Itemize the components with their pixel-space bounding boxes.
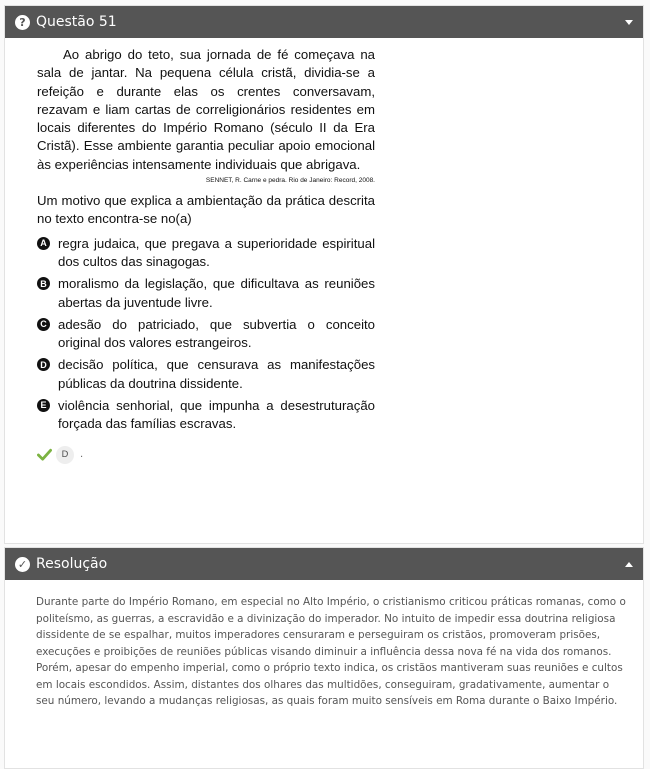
options-list	[37, 235, 375, 434]
option-letter-badge: A	[37, 237, 50, 250]
passage-text: Ao abrigo do teto, sua jornada de fé começava na sala de jantar. Na pequena célula cristã, dividia-se a refeição e durante elas os crentes conversavam, rezavam e liam cartas de correligionários residentes em locais diferentes do Império Romano (século II da Era Cristã). Esse ambiente garantia peculiar apoio emocional às experiências intensamente individuais que abrigava.	[37, 47, 375, 172]
question-body	[5, 38, 643, 466]
resolution-panel	[4, 547, 644, 769]
resolution-header[interactable]	[5, 548, 643, 580]
option-c	[37, 316, 375, 353]
question-title: Questão 51	[36, 14, 117, 30]
option-text: decisão política, que censurava as manifestações públicas da doutrina dissidente.	[58, 357, 375, 391]
question-image	[37, 46, 375, 434]
answer-suffix: .	[80, 449, 84, 461]
question-mark-icon: ?	[15, 15, 30, 30]
check-circle-icon: ✓	[15, 557, 30, 572]
option-letter-badge: B	[37, 277, 50, 290]
option-letter-badge: C	[37, 318, 50, 331]
question-header[interactable]	[5, 6, 643, 38]
question-panel	[4, 5, 644, 544]
option-e	[37, 397, 375, 434]
resolution-title: Resolução	[36, 556, 108, 572]
option-letter-badge: E	[37, 399, 50, 412]
answer-badge: D	[56, 446, 74, 464]
checkmark-icon	[37, 447, 52, 462]
resolution-text: Durante parte do Império Romano, em especial no Alto Império, o cristianismo criticou práticas romanas, como o politeísmo, as guerras, a escravidão e a divinização do imperador. No intuito de impedir essa doutrina religiosa dissidente de se espalhar, muitos imperadores censuraram e perseguiram os cristãos, promoveram prisões, execuções e proibições de reuniões públicas visando diminuir a influência dessa nova fé na vida dos romanos. Porém, apesar do empenho imperial, como o próprio texto indica, os cristãos mantiveram suas reuniões e cultos em locais escondidos. Assim, distantes dos olhares das multidões, conseguiram, gradativamente, aumentar o seu número, levando a mudanças religiosas, as quais foram muito sensíveis em Roma durante o Baixo Império.	[36, 596, 626, 707]
option-a	[37, 235, 375, 272]
option-text: moralismo da legislação, que dificultava as reuniões abertas da juventude livre.	[58, 276, 375, 310]
passage-source: SENNET, R. Carne e pedra. Rio de Janeiro: Record, 2008.	[205, 177, 375, 185]
answer-row	[37, 444, 643, 466]
option-text: regra judaica, que pregava a superioridade espiritual dos cultos das sinagogas.	[58, 235, 375, 269]
option-text: violência senhorial, que impunha a desestruturação forçada das famílias escravas.	[58, 398, 375, 432]
question-stem: Um motivo que explica a ambientação da prática descrita no texto encontra-se no(a)	[37, 193, 375, 227]
chevron-up-icon[interactable]	[625, 562, 633, 567]
option-d	[37, 356, 375, 393]
option-b	[37, 275, 375, 312]
option-letter-badge: D	[37, 358, 50, 371]
option-text: adesão do patriciado, que subvertia o conceito original dos valores estrangeiros.	[58, 316, 375, 351]
chevron-down-icon[interactable]	[625, 20, 633, 25]
